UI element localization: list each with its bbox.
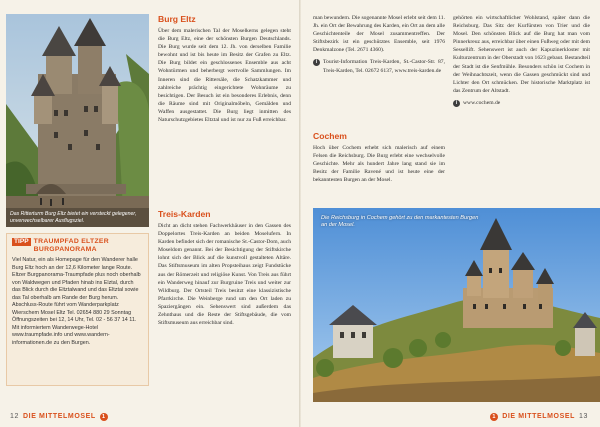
- text-treis-karden: Dicht an dicht stehen Fachwerkhäuser in den Gassen des Doppelortes Treis-Karden an beiden Moselufern. In Karden befindet sich der romanische St.-Castor-Dom, auch Moseldom genannt. Bei der Besichtigung der Stiftskirche lohnt sich der Blick auf die kunstvoll gestalteten Altäre. Das Stiftsmuseum im alten Propsteihaus zeigt Fundstücke aus der Römerzeit und religiöse Kunst. Von Treis aus führt ein Wanderweg hinauf zur Burgruine Treis und weiter zur Wildburg. Der Ortsteil Treis besitzt eine klassizistische Pfarrkirche. Die Weinberge rund um den Ort laden zu Spaziergängen ein. Sehenswert sind außerdem das Zehnthaus und die Reste der Stiftsgebäude, die vom Stiftsmuseum aus erreichbar sind.: [158, 223, 291, 327]
- info-cochem: [453, 99, 590, 107]
- tipp-title: TRAUMPFAD ELTZER BURGPANORAMA: [33, 238, 109, 254]
- page-number-right: 13: [579, 413, 588, 420]
- info-treis-text: Tourist-Information Treis-Karden, St.-Castor-Str. 87, Treis-Karden, Tel. 02672 6137, www.treis-karden.de: [323, 59, 445, 74]
- section-title-right: DIE MITTELMOSEL: [502, 413, 575, 420]
- chapter-badge-right: 1: [490, 413, 498, 421]
- photo-caption: Das Ritterturm Burg Eltz bietet ein versteckt gelegener, unverwechselbarer Ausflugsziel.: [6, 208, 149, 227]
- info-icon: i: [453, 100, 460, 107]
- reichsburg-cochem-photo: [313, 208, 600, 402]
- chapter-badge-left: 1: [100, 413, 108, 421]
- column-right: [453, 14, 590, 107]
- heading-cochem: Cochem: [313, 131, 347, 141]
- text-burg-eltz: Über dem malerischen Tal der Moselkerns gelegen steht die Burg Eltz, eine der schönsten Burgen Deutschlands. Die Burg wurde seit dem 12. Jh. von derselben Familie bewohnt und ist bis heute im Besitz der Grafen zu Eltz. Die Burg bildet ein geschlossenes Ensemble aus acht Wohntürmen und beherbergt wertvolle Sammlungen. Im Inneren sind die Rittersäle, die Schatzkammer und zahlreiche prächtig eingerichtete Wohnräume zu besichtigen. Der Besuch ist ein besonderes Erlebnis, denn die Räume sind mit Originalmöbeln, Gemälden und Waffen ausgestattet. Die Burg liegt inmitten des Naturschutzgebietes Eltztal und ist nur zu Fuß erreichbar.: [158, 28, 291, 124]
- burg-eltz-illustration: [6, 14, 149, 227]
- footer-right: [490, 412, 588, 421]
- tipp-badge: TIPP: [14, 238, 29, 245]
- heading-burg-eltz: Burg Eltz: [158, 14, 196, 24]
- info-cochem-text: www.cochem.de: [463, 99, 501, 106]
- tipp-text: Viel Natur, ein als Homepage für den Wanderer halle Burg Eltz hoch an der 12,6 Kilometer lange Route. Eltzer Burgpanorama-Traumpfade plus noch oberhalb von Waldwegen und Pfaden hinab ins Elztal, durch das Blick durch die Eltztalwand und das Eltztal sowie das Tal oberhalb am Rande der Burg herum. Abschluss-Route führt vom Wanderparkplatz Wierschem Mosel Eltz Tel. 02654 880 29 Sonntag Öffnungszeiten bei 12, 14 Uhr, Tel. 02 - 56 37 14 11. Mit informiertem Wanderwege-Hotel www.traumpfade.info und www.wandern-informationen.de zu den Burgen.: [12, 257, 141, 346]
- tipp-header: [12, 238, 143, 254]
- cochem-caption: Die Reichsburg in Cochem gehört zu den markantesten Burgen an der Mosel.: [321, 215, 479, 228]
- burg-eltz-photo: [6, 14, 149, 227]
- column-burg-eltz: [158, 14, 291, 124]
- column-cochem: [313, 131, 445, 184]
- text-treis-cont: man bewundern. Die sogenannte Mosel erlebt seit dem 11. Jh. ein Ort der Bewahrung des Karden, ein Ort an dem alle Geschichtenteile der Mosel zusammentreffen. Der Stiftsbezirk ist ein geschütztes Ensemble, seit 1976 Denkmalzone (Tel. 2671 4360).: [313, 15, 445, 54]
- heading-treis-karden: Treis-Karden: [158, 209, 211, 219]
- footer-left: [10, 412, 108, 421]
- section-title-left: DIE MITTELMOSEL: [23, 413, 96, 420]
- info-icon: i: [313, 59, 320, 66]
- column-treis-cont: [313, 14, 445, 75]
- text-right-col: gehörten ein wirtschaftlicher Wohlstand, später dann die Reichsburg. Das Sitz der Kurfürsten von Trier und die Mosel. Den schönsten Blick auf die Burg hat man vom Pinnerkreuz aus, erreichbar über einen Fußweg oder mit dem Sessellift. Sehenswert ist auch der Kapuzinerkloster mit Kulturzentrum in der Oberstadt von 1623 gebaut. Bestandteil der Stadt ist die Senfmühle. Besonders schön ist Cochem in der Weihnachtszeit, wenn die Gassen geschmückt sind und Lichter den Ort schmücken. Der historische Marktplatz ist das Zentrum der Altstadt.: [453, 15, 591, 94]
- column-treis-karden: [158, 209, 291, 327]
- tipp-box: [6, 233, 149, 386]
- info-treis: [313, 58, 445, 74]
- text-cochem: Hoch über Cochem erhebt sich malerisch auf einem Felsen die Reichsburg. Die Burg erlebt eine wechselvolle Geschichte. Mehr als hundert Jahre lang stand sie im Besitz der Familie Ravené und ist heute eine der bekanntesten Burgen an der Mosel.: [313, 145, 445, 184]
- page-gutter: [299, 0, 301, 427]
- reichsburg-illustration: [313, 208, 600, 402]
- page-number-left: 12: [10, 413, 19, 420]
